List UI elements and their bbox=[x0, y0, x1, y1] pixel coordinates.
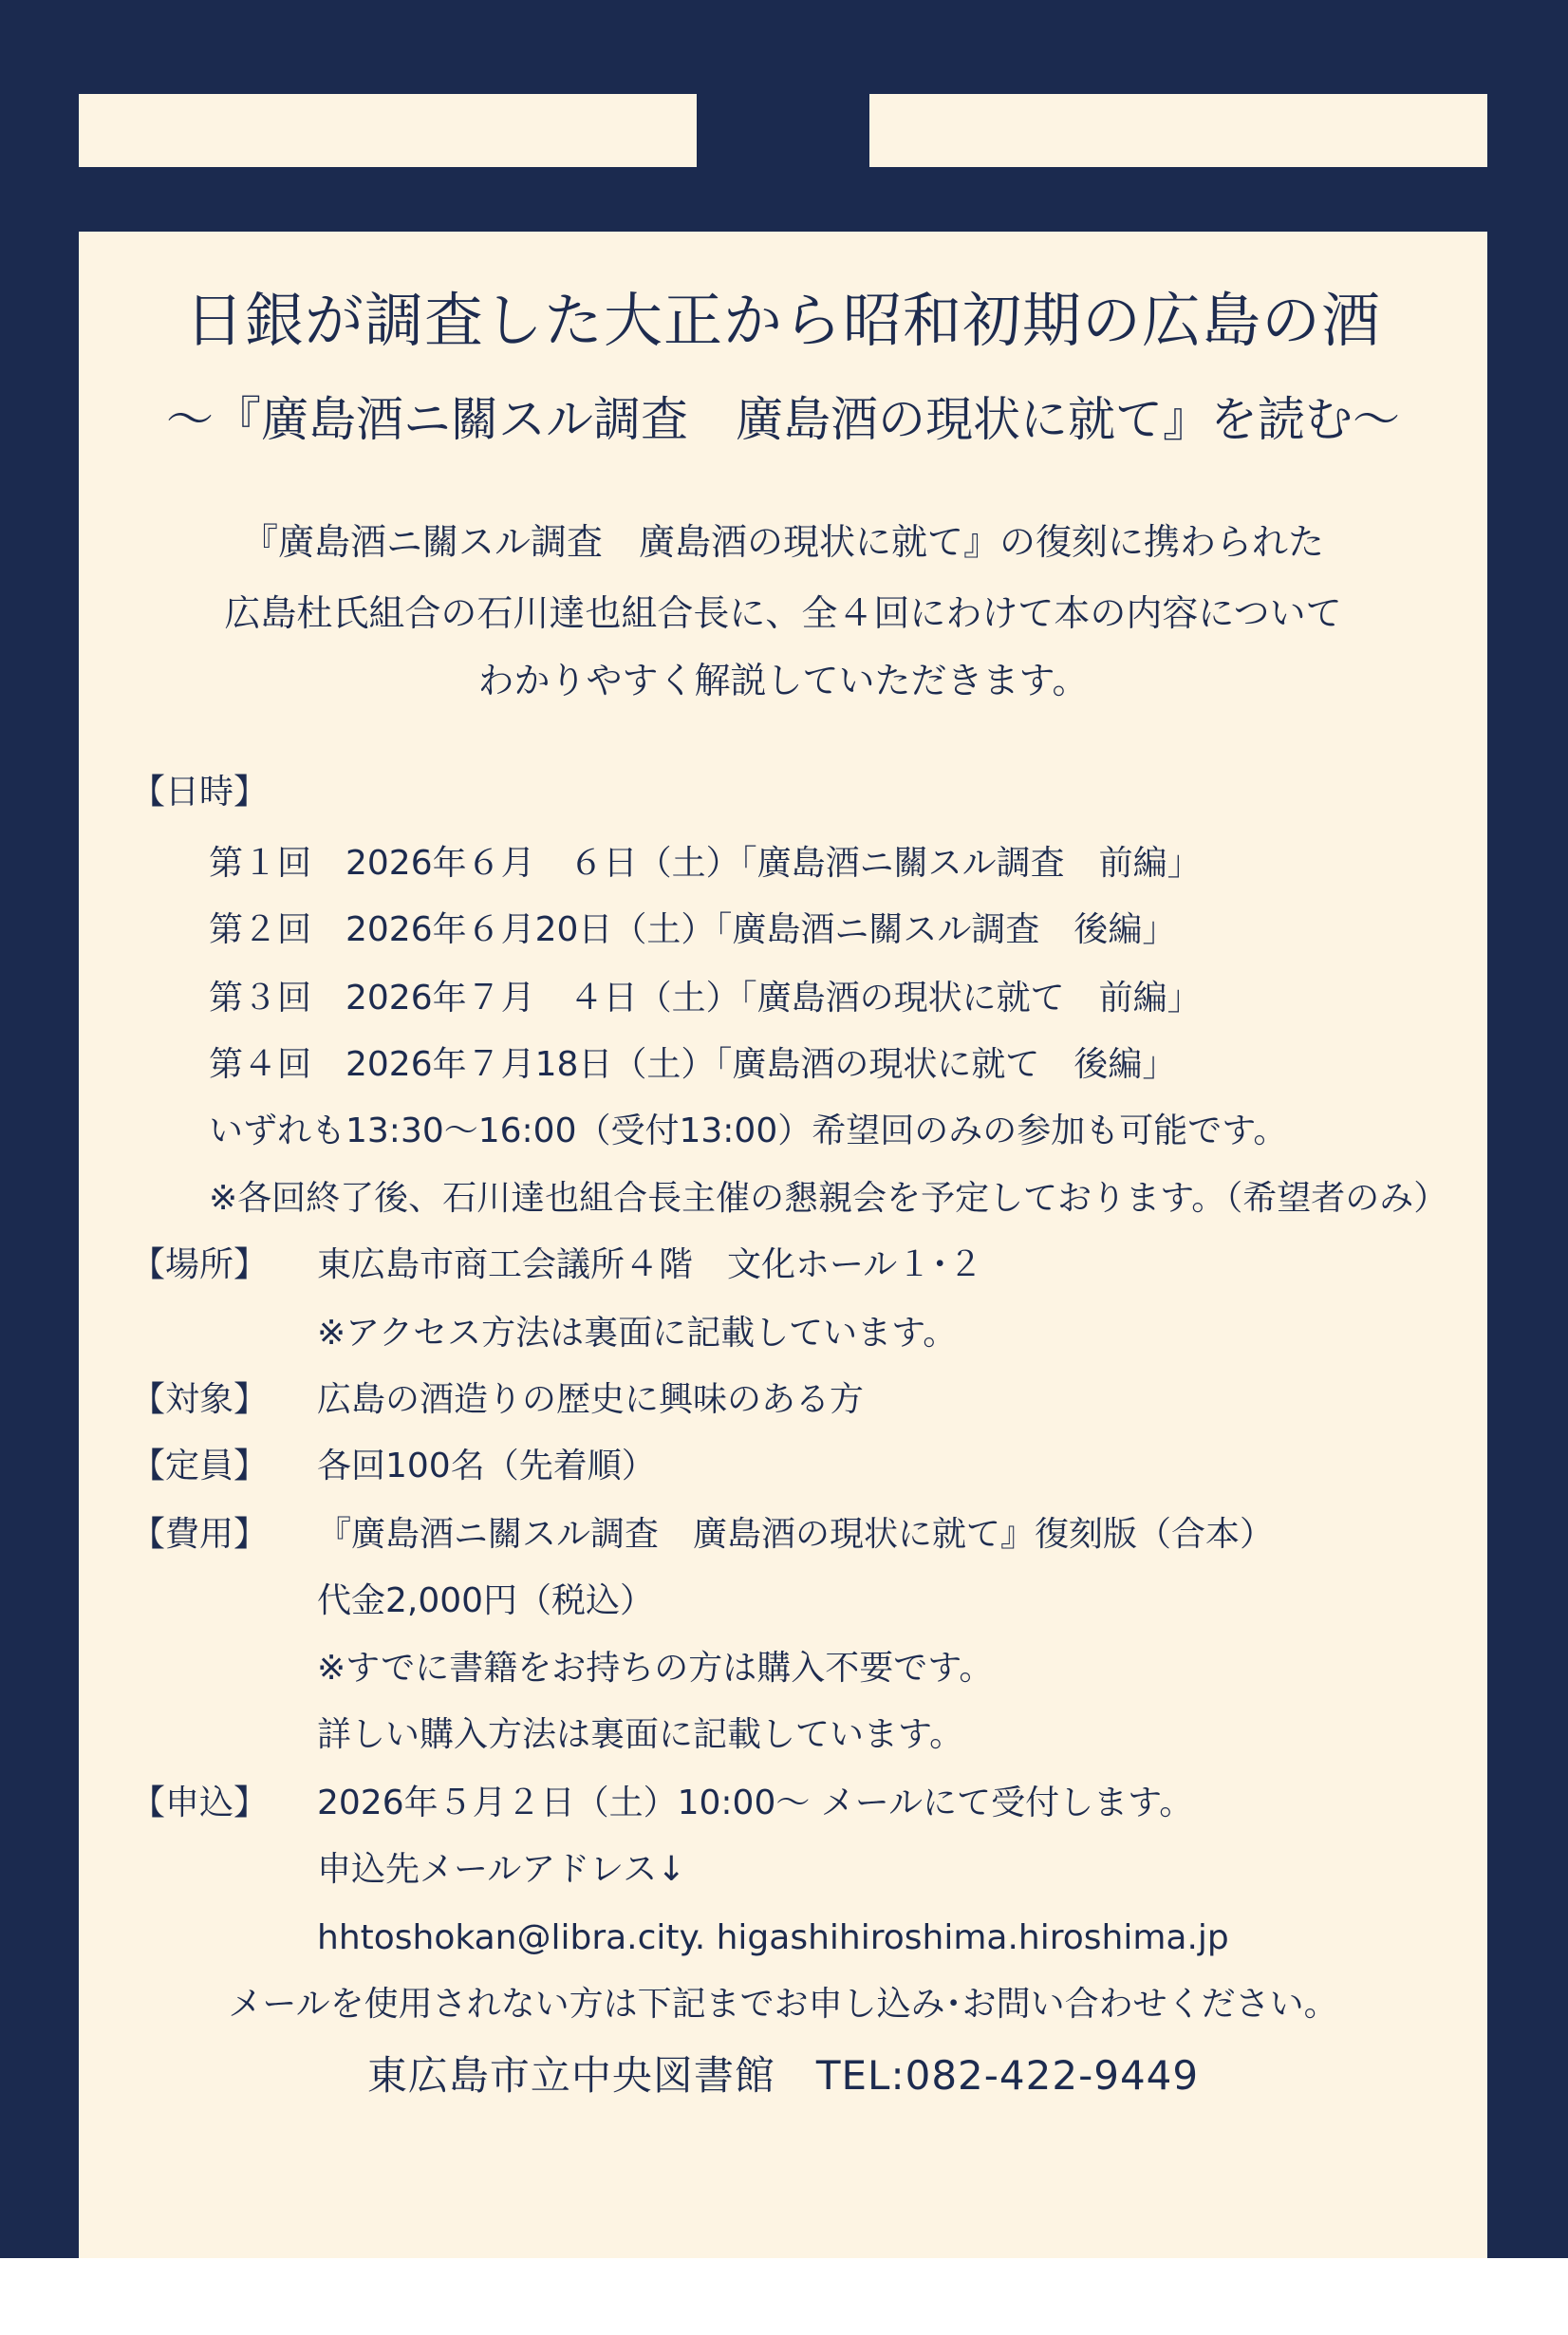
apply-label: 【申込】 bbox=[131, 1784, 269, 1822]
venue-text: 東広島市商工会議所４階 文化ホール１･２ bbox=[317, 1245, 983, 1284]
fee-line-4: 詳しい購入方法は裏面に記載しています。 bbox=[317, 1715, 964, 1754]
fee-label: 【費用】 bbox=[131, 1515, 269, 1554]
capacity-label: 【定員】 bbox=[131, 1447, 269, 1485]
fee-line-2: 代金2,000円（税込） bbox=[317, 1581, 655, 1620]
audience-text: 広島の酒造りの歴史に興味のある方 bbox=[317, 1380, 865, 1419]
apply-line-2: 申込先メールアドレス↓ bbox=[317, 1850, 686, 1889]
intro-line-2: 広島杜氏組合の石川達也組合長に、全４回にわけて本の内容について bbox=[224, 592, 1342, 634]
session-3: 第３回 2026年７月 ４日（土）「廣島酒の現状に就て 前編」 bbox=[209, 979, 1202, 1018]
intro-line-3: わかりやすく解説していただきます。 bbox=[477, 660, 1089, 701]
intro-line-1: 『廣島酒ニ關スル調査 廣島酒の現状に就て』の復刻に携わられた bbox=[241, 521, 1324, 563]
page-title: 日銀が調査した大正から昭和初期の広島の酒 bbox=[184, 286, 1381, 355]
library-contact: 東広島市立中央図書館 TEL:082-422-9449 bbox=[366, 2052, 1200, 2099]
venue-label: 【場所】 bbox=[131, 1245, 269, 1284]
apply-email: hhtoshokan@libra.city. higashihiroshima.hiroshima.jp bbox=[317, 1918, 1229, 1957]
audience-label: 【対象】 bbox=[131, 1380, 269, 1419]
top-decor-bar-right bbox=[869, 94, 1487, 167]
page-subtitle: ～『廣島酒ニ關スル調査 廣島酒の現状に就て』を読む～ bbox=[166, 392, 1400, 447]
schedule-party-note: ※各回終了後、石川達也組合長主催の懇親会を予定しております。（希望者のみ） bbox=[209, 1179, 1448, 1218]
schedule-label: 【日時】 bbox=[131, 773, 269, 812]
fee-line-1: 『廣島酒ニ關スル調査 廣島酒の現状に就て』復刻版（合本） bbox=[317, 1515, 1275, 1554]
contact-note: メールを使用されない方は下記までお申し込み･お問い合わせください。 bbox=[228, 1985, 1338, 2024]
venue-note: ※アクセス方法は裏面に記載しています。 bbox=[317, 1314, 958, 1353]
session-4: 第４回 2026年７月18日（土）「廣島酒の現状に就て 後編」 bbox=[209, 1045, 1177, 1084]
apply-line-1: 2026年５月２日（土）10:00～ メールにて受付します。 bbox=[317, 1784, 1194, 1822]
schedule-time-note: いずれも13:30～16:00（受付13:00）希望回のみの参加も可能です。 bbox=[209, 1111, 1288, 1150]
capacity-text: 各回100名（先着順） bbox=[317, 1447, 656, 1485]
session-2: 第２回 2026年６月20日（土）「廣島酒ニ關スル調査 後編」 bbox=[209, 910, 1177, 949]
fee-line-3: ※すでに書籍をお持ちの方は購入不要です。 bbox=[317, 1649, 994, 1688]
top-decor-bar-left bbox=[79, 94, 697, 167]
session-1: 第１回 2026年６月 ６日（土）「廣島酒ニ關スル調査 前編」 bbox=[209, 844, 1202, 883]
flyer-panel bbox=[79, 232, 1487, 2258]
